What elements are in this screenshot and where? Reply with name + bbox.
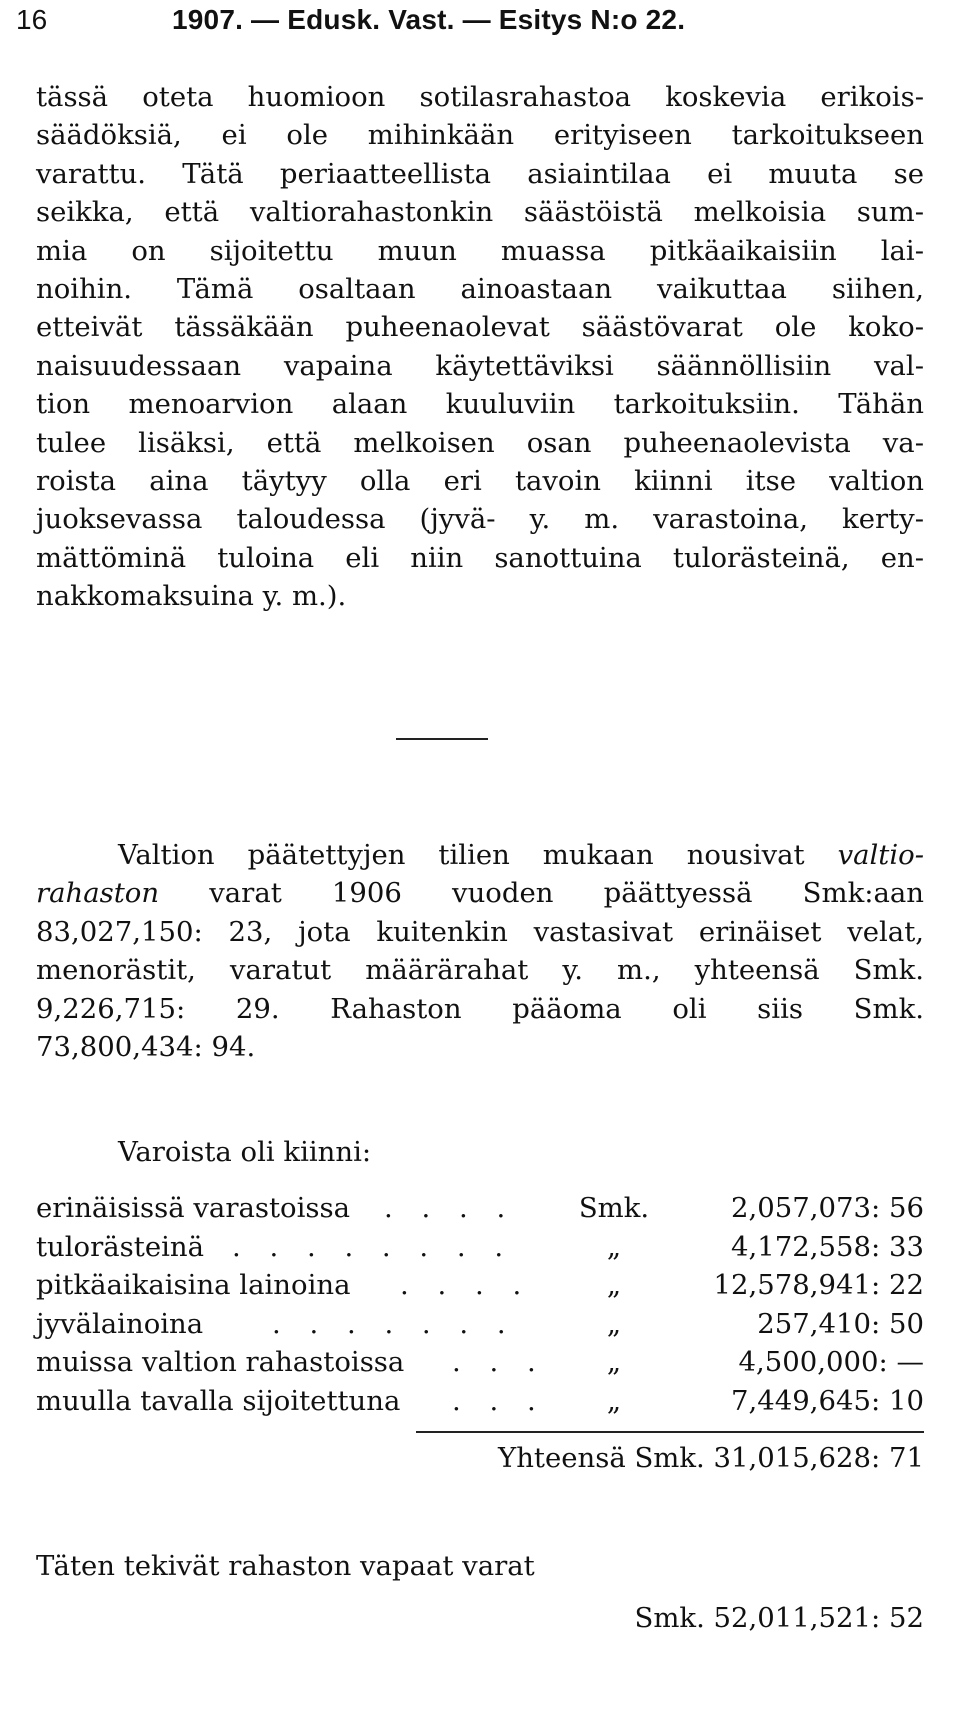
section-divider [396,738,488,740]
leader-dots: . . . . [384,1192,516,1224]
table-intro: Varoista oli kiinni: [118,1136,372,1168]
table-row [36,1269,924,1308]
table-row [36,1308,924,1347]
text-line: roista aina täytyy olla eri tavoin kiinni itse valtion [36,464,924,497]
row-amount: 4,172,558: 33 [731,1230,924,1263]
text-line: menorästit, varatut määrärahat y. m., yhteensä Smk. [36,954,924,987]
row-currency: „ [606,1269,622,1302]
leader-dots: . . . [452,1346,546,1379]
page-header [16,4,924,44]
text-line: säädöksiä, ei ole mihinkään erityiseen tarkoitukseen [36,119,924,152]
leader-dots: . . . . . . . [272,1307,516,1340]
text-line: naisuudessaan vapaina käytettäviksi säännöllisiin val- [36,349,924,382]
table-row [36,1192,924,1231]
row-label: erinäisissä varastoissa [36,1192,350,1224]
text-line [36,836,924,874]
italic-term: valtio- [837,839,924,871]
table-row [36,1346,924,1385]
row-amount: 257,410: 50 [757,1307,924,1340]
table-row [36,1385,924,1424]
text-line: etteivät tässäkään puheenaolevat säästövarat ole koko- [36,311,924,344]
text-line: mättöminä tuloina eli niin sanottuina tulorästeinä, en- [36,541,924,574]
funds-table [36,1192,924,1424]
text-line: tässä oteta huomioon sotilasrahastoa koskevia erikois- [36,81,924,113]
row-label: muulla tavalla sijoitettuna [36,1384,401,1417]
row-amount: 7,449,645: 10 [731,1384,924,1417]
leader-dots: . . . . . . . . [232,1230,514,1263]
italic-term: rahaston [36,877,160,910]
row-amount: 12,578,941: 22 [713,1269,924,1302]
row-amount: 2,057,073: 56 [731,1192,924,1224]
text-line: 9,226,715: 29. Rahaston pääoma oli siis Smk. [36,992,924,1025]
text-line: varattu. Tätä periaatteellista asiaintilaa ei muuta se [36,157,924,190]
text-line: 73,800,434: 94. [36,1030,256,1063]
row-currency: „ [606,1230,622,1263]
text-line: juoksevassa taloudessa (jyvä- y. m. varastoina, kerty- [36,503,924,536]
text-span: Valtion päätettyjen tilien mukaan nousivat [118,839,805,871]
table-row [36,1231,924,1270]
paragraph-1 [36,78,924,615]
row-amount: 4,500,000: — [738,1346,924,1379]
page-number: 16 [16,4,48,35]
total-row [36,1442,924,1480]
text-line: nakkomaksuina y. m.). [36,580,347,613]
paragraph-2 [36,836,924,1066]
row-label: muissa valtion rahastoissa [36,1346,405,1379]
row-label: pitkäaikaisina lainoina [36,1269,351,1302]
row-currency: „ [606,1307,622,1340]
row-label: tulorästeinä [36,1230,204,1263]
text-line: tion menoarvion alaan kuuluviin tarkoituksiin. Tähän [36,388,924,421]
row-currency: „ [606,1384,622,1417]
text-span: varat 1906 vuoden päättyessä Smk:aan [209,877,925,910]
text-line: mia on sijoitettu muun muassa pitkäaikaisiin lai- [36,234,924,267]
row-currency: „ [606,1346,622,1379]
leader-dots: . . . [452,1384,546,1417]
text-line: tulee lisäksi, että melkoisen osan puheenaolevista va- [36,426,924,459]
text-line [36,874,924,912]
row-currency: Smk. [578,1192,650,1224]
sum-rule [416,1431,924,1433]
text-line: noihin. Tämä osaltaan ainoastaan vaikuttaa siihen, [36,272,924,305]
running-head: 1907. — Edusk. Vast. — Esitys N:o 22. [172,4,686,35]
text-line: 83,027,150: 23, jota kuitenkin vastasivat erinäiset velat, [36,915,924,948]
total-amount: Yhteensä Smk. 31,015,628: 71 [498,1442,924,1474]
free-funds-label: Täten tekivät rahaston vapaat varat [36,1550,535,1582]
free-funds-amount: Smk. 52,011,521: 52 [634,1602,924,1634]
text-line: seikka, että valtiorahastonkin säästöistä melkoisia sum- [36,196,924,229]
leader-dots: . . . . [400,1269,532,1302]
row-label: jyvälainoina [36,1307,204,1340]
